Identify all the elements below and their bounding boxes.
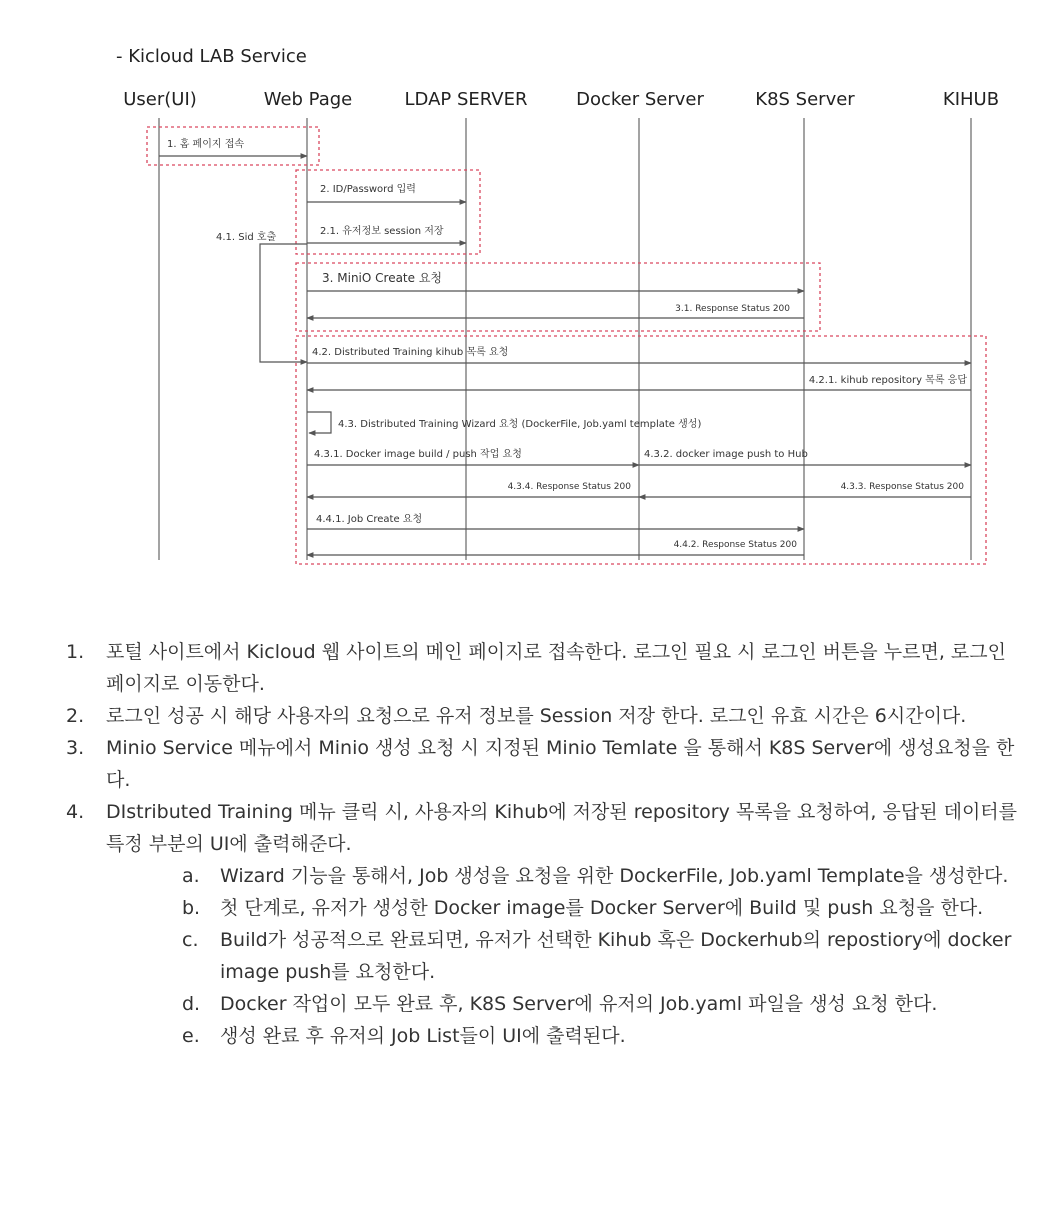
- participant-web-page: Web Page: [263, 89, 353, 110]
- note-number: 4.: [66, 801, 85, 823]
- sub-note-letter: e.: [182, 1025, 200, 1047]
- msg-4-1-arrow: [260, 244, 307, 362]
- sub-note-text: 생성 완료 후 유저의 Job List들이 UI에 출력된다.: [220, 1025, 626, 1047]
- participant-ldap-server: LDAP SERVER: [404, 89, 528, 110]
- note-item: [66, 732, 1026, 796]
- sub-note-letter: c.: [182, 929, 199, 951]
- msg-4-3-2-label: 4.3.2. docker image push to Hub: [644, 449, 808, 460]
- sub-note-item: [182, 860, 1026, 892]
- note-text: 포털 사이트에서 Kicloud 웹 사이트의 메인 페이지로 접속한다. 로그인 필요 시 로그인 버튼을 누르면, 로그인 페이지로 이동한다.: [106, 641, 1006, 695]
- msg-4-3-3-label: 4.3.3. Response Status 200: [840, 482, 964, 492]
- sub-note-text: Docker 작업이 모두 완료 후, K8S Server에 유저의 Job.yaml 파일을 생성 요청 한다.: [220, 993, 938, 1015]
- msg-4-3-4-label: 4.3.4. Response Status 200: [507, 482, 631, 492]
- note-number: 1.: [66, 641, 85, 663]
- sub-note-text: Build가 성공적으로 완료되면, 유저가 선택한 Kihub 혹은 Dockerhub의 repostiory에 docker image push를 요청한다.: [220, 929, 1012, 983]
- sequence-diagram: [0, 0, 1064, 600]
- note-item: [66, 636, 1026, 700]
- sub-note-item: [182, 892, 1026, 924]
- participant-k8s-server: K8S Server: [755, 89, 855, 110]
- msg-2-1-label: 2.1. 유저정보 session 저장: [320, 226, 444, 237]
- msg-4-1-label: 4.1. Sid 호출: [216, 232, 277, 243]
- note-number: 2.: [66, 705, 85, 727]
- participant-docker-server: Docker Server: [576, 89, 704, 110]
- description-list: [66, 636, 1026, 1052]
- note-text: Minio Service 메뉴에서 Minio 생성 요청 시 지정된 Minio Temlate 을 통해서 K8S Server에 생성요청을 한다.: [106, 737, 1015, 791]
- msg-4-2-label: 4.2. Distributed Training kihub 목록 요청: [312, 347, 509, 358]
- msg-2-label: 2. ID/Password 입력: [320, 184, 416, 195]
- participant-kihub: KIHUB: [942, 89, 1000, 110]
- sub-note-letter: d.: [182, 993, 201, 1015]
- note-text: DIstributed Training 메뉴 클릭 시, 사용자의 Kihub에 저장된 repository 목록을 요청하여, 응답된 데이터를 특정 부분의 UI에 출력해준다.: [106, 801, 1018, 855]
- msg-3-1-label: 3.1. Response Status 200: [675, 304, 790, 314]
- sub-note-letter: a.: [182, 865, 200, 887]
- note-item: [66, 796, 1026, 1052]
- sub-note-text: 첫 단계로, 유저가 생성한 Docker image를 Docker Server에 Build 및 push 요청을 한다.: [220, 897, 984, 919]
- msg-1-label: 1. 홈 페이지 접속: [167, 139, 245, 150]
- note-number: 3.: [66, 737, 85, 759]
- msg-4-4-2-label: 4.4.2. Response Status 200: [673, 540, 797, 550]
- sub-note-list: [106, 860, 1026, 1052]
- sub-note-item: [182, 924, 1026, 988]
- msg-4-3-arrow: [307, 412, 331, 433]
- sub-note-item: [182, 1020, 1026, 1052]
- frame-step-2: [296, 170, 480, 254]
- sub-note-letter: b.: [182, 897, 201, 919]
- participant-user: User(UI): [123, 89, 197, 110]
- note-item: [66, 700, 1026, 732]
- msg-3-label: 3. MiniO Create 요청: [322, 271, 443, 285]
- msg-4-3-label: 4.3. Distributed Training Wizard 요청 (DockerFile, Job.yaml template 생성): [338, 419, 702, 430]
- section-title: - Kicloud LAB Service: [116, 46, 307, 67]
- note-text: 로그인 성공 시 해당 사용자의 요청으로 유저 정보를 Session 저장 한다. 로그인 유효 시간은 6시간이다.: [106, 705, 967, 727]
- sub-note-text: Wizard 기능을 통해서, Job 생성을 요청을 위한 DockerFile, Job.yaml Template을 생성한다.: [220, 865, 1009, 887]
- sub-note-item: [182, 988, 1026, 1020]
- msg-4-4-1-label: 4.4.1. Job Create 요청: [316, 514, 423, 525]
- msg-4-3-1-label: 4.3.1. Docker image build / push 작업 요청: [314, 449, 522, 460]
- msg-4-2-1-label: 4.2.1. kihub repository 목록 응답: [808, 375, 967, 386]
